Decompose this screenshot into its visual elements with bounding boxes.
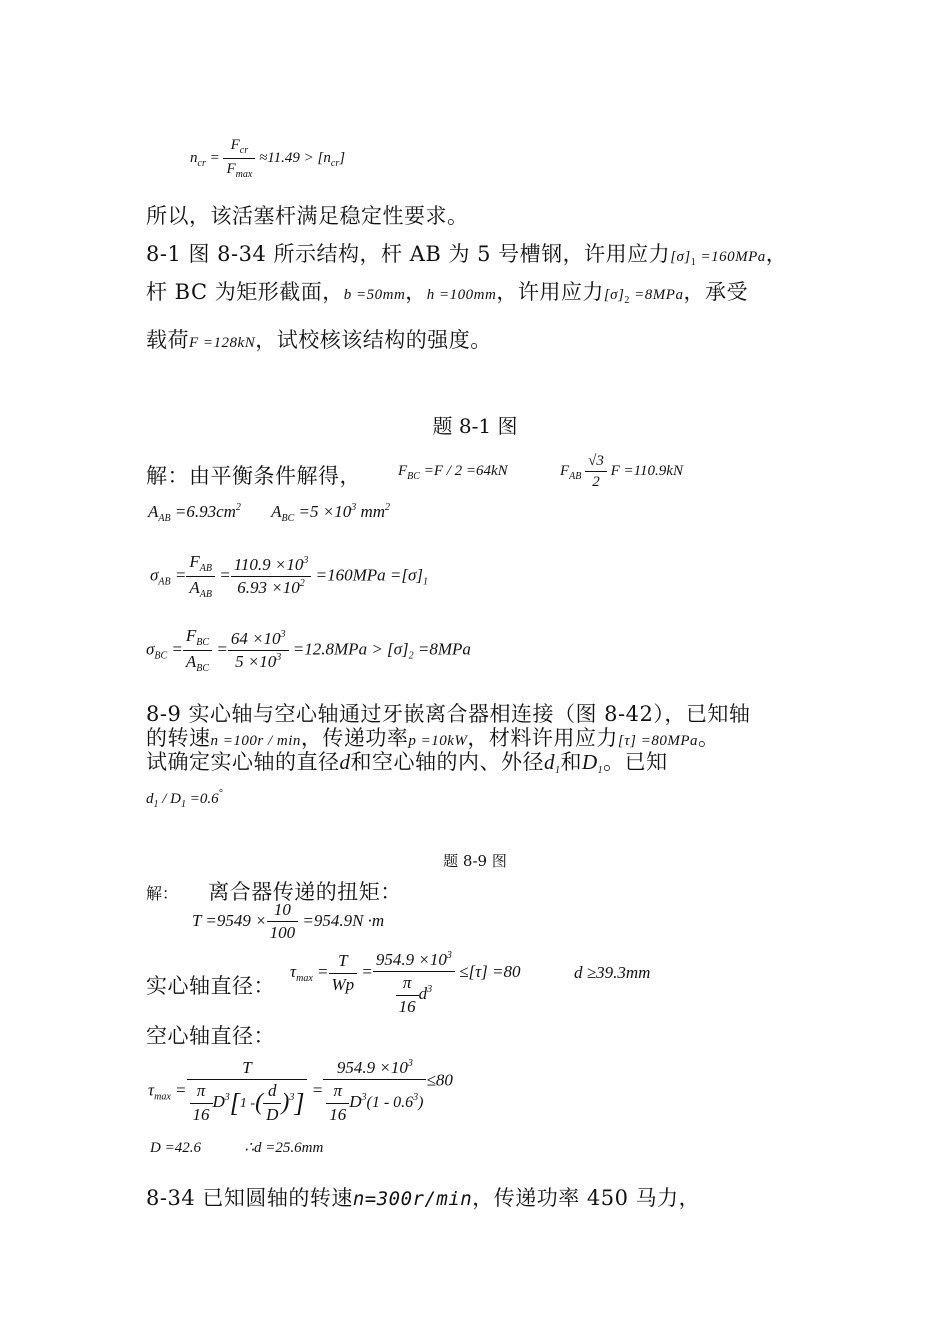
formula-superscript: 3 — [427, 984, 433, 996]
text-run: 解： — [146, 884, 179, 903]
text-run: 8-1 图 8-34 所示结构，杆 AB 为 5 号槽钢，许用应力 — [146, 242, 671, 266]
area-formulas — [148, 502, 390, 524]
formula-rhs: ≤[τ] =80 — [454, 962, 521, 982]
formula-rhs: ≈11.49 > [n — [259, 149, 331, 166]
fraction-denominator: D — [266, 1104, 279, 1124]
formula-subscript: 1 — [423, 576, 429, 588]
hollow-shaft-results — [150, 1138, 323, 1157]
fraction-denominator: 2 — [592, 474, 600, 490]
formula-symbol: σ — [150, 565, 159, 585]
sqrt3-over-2-fraction — [585, 452, 607, 491]
solid-shaft-label: 实心轴直径： — [146, 974, 275, 998]
formula-subscript: 1 — [555, 765, 561, 776]
formula-superscript: 3 — [224, 1092, 230, 1104]
text-run: ，承受 — [683, 280, 748, 304]
fraction-numerator: T — [187, 1058, 308, 1080]
formula-rhs: =954.9N ·m — [298, 910, 385, 930]
text-run: 8-34 已知圆轴的转速 — [146, 1186, 353, 1210]
fraction-denominator: 6.93 ×10 — [237, 578, 300, 597]
formula-fraction: T $\frac{\pi}{16}$ $D^3[1$ -( $\frac{d}{D}$ )$^3$] — [187, 1058, 308, 1125]
formula-symbol: τ — [148, 1080, 155, 1100]
formula-rhs: =5 ×10 — [294, 502, 352, 521]
inner-fraction — [190, 1081, 213, 1125]
formula-subscript: AB — [569, 470, 582, 482]
formula-symbol: τ — [290, 962, 297, 982]
formula-term: ) — [418, 1094, 424, 1112]
formula-subscript: cr — [197, 157, 206, 169]
fraction-denominator: 16 — [329, 1104, 347, 1124]
problem-8-9-ratio — [146, 788, 223, 810]
fraction-numerator: 954.9 ×10 — [336, 1058, 408, 1077]
text-run: ，试校核该结构的强度。 — [255, 328, 492, 352]
result-inner-diameter: ∴d =25.6mm — [244, 1140, 324, 1156]
math-inline: n=300r/min — [352, 1188, 473, 1210]
math-inline: p =10kW — [408, 733, 468, 749]
formula-superscript: 3 — [303, 554, 309, 566]
formula-superscript: 3 — [446, 950, 452, 961]
fraction-numerator: F — [189, 552, 200, 571]
formula-symbol: F — [560, 462, 570, 479]
formula-subscript: AB — [158, 576, 171, 588]
fraction-numerator: π — [396, 973, 419, 995]
text-run: 的转速 — [146, 726, 211, 750]
text-run: 。已知 — [603, 750, 668, 774]
inner-fraction — [326, 1081, 349, 1125]
math-inline: h =100mm — [426, 287, 497, 303]
formula-fraction — [329, 951, 358, 995]
fraction-denominator: 5 ×10 — [235, 652, 277, 671]
math-inline: =8MPa — [629, 287, 684, 303]
fraction-numerator: 110.9 ×10 — [233, 554, 304, 574]
formula-term: 1 - — [239, 1096, 256, 1112]
math-inline: [σ] — [670, 249, 691, 265]
formula-symbol: σ — [146, 639, 155, 659]
fraction-numerator: 954.9 ×10 — [375, 950, 447, 969]
formula-rhs: =F / 2 =64kN — [419, 463, 508, 479]
formula-subscript: 1 — [153, 799, 159, 810]
torque-formula — [192, 900, 384, 944]
text-run: 载荷 — [146, 328, 189, 352]
figure-8-1-caption: 题 8-1 图 — [432, 414, 518, 438]
formula-superscript: 3 — [280, 628, 286, 640]
formula-fraction — [186, 552, 215, 601]
formula-fraction — [373, 950, 455, 1017]
formula-rhs: =12.8MPa > [σ] — [288, 639, 409, 659]
formula-subscript: 2 — [624, 295, 630, 306]
text-run: ，材料许用应力 — [467, 726, 618, 750]
fraction-denominator: A — [185, 652, 197, 671]
fraction-numerator: F — [230, 137, 240, 153]
formula-symbol: d — [418, 984, 428, 1004]
fraction-numerator: d — [263, 1081, 281, 1103]
problem-8-1-line-2 — [146, 276, 748, 306]
formula-subscript: BC — [154, 650, 168, 662]
text-run: 和空心轴的内、外径 — [350, 750, 544, 774]
formula-subscript: max — [235, 169, 253, 180]
fraction-denominator: Wp — [331, 974, 355, 994]
fraction-numerator: √3 — [585, 452, 607, 472]
math-inline: [σ] — [603, 287, 625, 303]
formula-lhs: T =9549 × — [192, 910, 267, 930]
math-inline: F =128kN — [189, 335, 256, 351]
formula-subscript: AB — [158, 513, 171, 524]
fraction-denominator: 100 — [269, 923, 296, 943]
formula-subscript: AB — [199, 589, 212, 600]
fraction-numerator: T — [329, 951, 358, 973]
problem-8-1-line-3 — [146, 324, 492, 354]
formula-subscript: BC — [196, 637, 210, 648]
formula-superscript: 2 — [299, 578, 305, 589]
text-run: 和 — [560, 750, 582, 774]
fbc-formula — [398, 463, 508, 482]
formula-symbol: d — [146, 791, 154, 807]
formula-subscript: cr — [330, 157, 340, 169]
formula-subscript: 1 — [597, 765, 604, 776]
fraction-denominator: F — [226, 161, 236, 177]
text-run: 杆 BC 为矩形截面， — [146, 280, 344, 304]
sigma-ab-formula: $\sigma_{AB}$ = $\frac{F_{AB}}{A_{AB}}$ = $\frac{110.9 \times 10^3}{6.93 \times 10^2}$ $=160MPa =[\sigma]_1$ — [150, 552, 429, 600]
formula-symbol: D — [212, 1092, 225, 1112]
formula-superscript: 3 — [361, 1092, 367, 1104]
sigma-bc-formula: $\sigma_{BC}$ = $\frac{F_{BC}}{A_{BC}}$ = $\frac{64 \times 10^3}{5 \times 10^3}$ $=12.8MPa > [\sigma]_2 =8MPa$ — [146, 626, 471, 674]
formula-superscript: 3 — [276, 652, 282, 663]
formula-subscript: 2 — [408, 650, 414, 662]
text-run: ， — [405, 280, 427, 304]
fraction-numerator: π — [190, 1081, 213, 1103]
formula-symbol: A — [148, 502, 159, 521]
formula-rhs: =6.93cm — [170, 502, 236, 521]
fraction-denominator: 16 — [192, 1104, 210, 1124]
problem-8-9-line-1: 8-9 实心轴与空心轴通过牙嵌离合器相连接（图 8-42），已知轴 — [146, 702, 751, 726]
solution-8-1-intro: 解：由平衡条件解得， — [146, 464, 361, 488]
formula-superscript: 3 — [413, 1092, 419, 1104]
formula-subscript: AB — [199, 563, 212, 574]
degree-mark: ° — [218, 788, 223, 799]
formula-subscript: BC — [407, 471, 420, 482]
formula-rhs: =8MPa — [413, 639, 471, 659]
formula-subscript: cr — [239, 145, 249, 156]
formula-superscript: 3 — [289, 1092, 295, 1104]
fraction-numerator: 10 — [267, 900, 299, 922]
math-inline: =160MPa — [696, 249, 766, 265]
solid-shaft-formula: $\tau_{max}$ = $\frac{T}{Wp}$ = $954.9 \times 10^3$ $\frac{\pi}{16}$ $d^3$ ≤[τ] =80 — [290, 950, 521, 1016]
text-run: ， — [765, 242, 788, 266]
math-inline: [τ] =80MPa — [617, 733, 698, 749]
text-run: ，传递功率 — [300, 726, 409, 750]
formula-unit: mm — [356, 502, 386, 521]
math-inline: b =50mm — [343, 287, 406, 303]
formula-symbol: n — [190, 149, 198, 166]
formula-subscript: 1 — [690, 257, 697, 268]
formula-subscript: max — [296, 973, 313, 985]
formula-superscript: 3 — [351, 502, 357, 513]
problem-8-1-line-1 — [146, 238, 787, 268]
solid-shaft-result: d ≥39.3mm — [574, 963, 651, 982]
formula-rhs: =0.6 — [186, 791, 219, 807]
formula-bracket: ] — [339, 149, 346, 166]
formula-subscript: 1 — [181, 799, 186, 810]
problem-8-9-line-3 — [146, 746, 806, 776]
formula-symbol: / D — [158, 791, 181, 807]
formula-term: (1 - 0.6 — [366, 1094, 414, 1112]
text-run: 试确定实心轴的直径 — [146, 750, 340, 774]
figure-8-9-caption: 题 8-9 图 — [443, 852, 507, 870]
fraction-numerator: 64 ×10 — [230, 628, 281, 648]
formula-fraction — [183, 626, 212, 675]
conclusion-text: 所以，该活塞杆满足稳定性要求。 — [146, 204, 469, 228]
formula-symbol: A — [271, 502, 282, 521]
formula-subscript: BC — [281, 513, 295, 524]
hollow-shaft-formula: $\tau_{max}$ = T $\frac{\pi}{16}$ $D^3[1$ -( $\frac{d}{D}$ )$^3$] = $954.9 \times 10^3$ $\frac{\pi}{16}$ $D^3(1 - 0.6^3)$ ≤80 — [148, 1058, 453, 1124]
formula-fraction — [223, 136, 255, 181]
formula-fraction — [228, 629, 289, 673]
formula-superscript: 2 — [385, 502, 391, 513]
fraction-denominator: 16 — [398, 996, 416, 1016]
text-run: 离合器传递的扭矩： — [208, 880, 402, 904]
inner-fraction — [263, 1081, 281, 1125]
fab-formula — [560, 452, 683, 491]
formula-symbol: F — [398, 463, 408, 479]
formula-fraction — [231, 555, 312, 599]
text-run: ，传递功率 450 马力， — [472, 1186, 701, 1210]
formula-rhs: =160MPa =[σ] — [311, 565, 424, 585]
formula-rhs: ≤80 — [426, 1070, 453, 1090]
inner-fraction — [396, 973, 419, 1017]
fraction-numerator: F — [185, 626, 197, 645]
problem-8-34-line-1 — [146, 1182, 700, 1212]
text-run: 。 — [698, 726, 720, 750]
formula-subscript: max — [154, 1091, 171, 1103]
math-inline: d — [544, 750, 555, 774]
formula-superscript: 2 — [235, 502, 241, 513]
text-run: ，许用应力 — [496, 280, 604, 304]
result-outer-diameter: D =42.6 — [150, 1140, 201, 1156]
formula-symbol: D — [349, 1092, 362, 1112]
formula-rhs: F =110.9kN — [610, 462, 683, 479]
critical-safety-factor-formula: $n_{cr}$ = $\frac{F_{cr}}{F_{max}}$ $\approx 11.49 > [n_{cr}]$ — [190, 137, 346, 180]
formula-superscript: 3 — [407, 1058, 413, 1069]
math-inline: n =100r / min — [210, 733, 301, 749]
math-inline: d — [339, 750, 351, 774]
formula-fraction — [267, 900, 299, 944]
fraction-denominator: A — [189, 578, 200, 597]
formula-subscript: BC — [196, 663, 210, 674]
hollow-shaft-label: 空心轴直径： — [146, 1024, 275, 1048]
fraction-numerator: π — [326, 1081, 349, 1103]
math-inline: D — [582, 750, 598, 774]
formula-fraction — [323, 1058, 426, 1125]
